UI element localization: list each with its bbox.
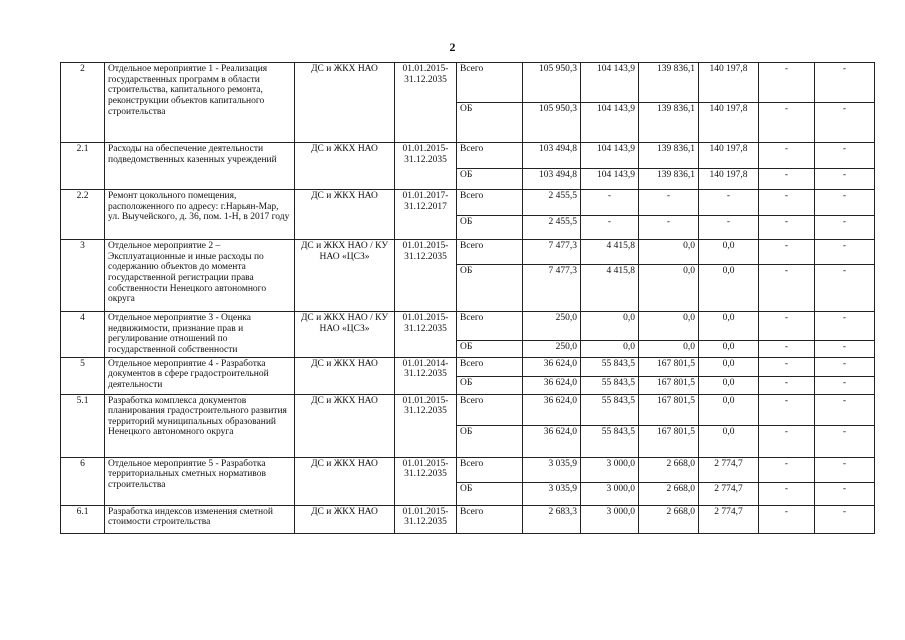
measure-name: Отдельное мероприятие 3 - Оценка недвижимости, признание прав и регулирование отношений по государственной собственности (105, 312, 295, 358)
funding-source: Всего (457, 143, 523, 169)
amount-cell: 0,0 (699, 312, 759, 341)
amount-cell: - (581, 190, 639, 216)
amount-cell: 2 668,0 (639, 482, 699, 505)
amount-cell: 139 836,1 (639, 103, 699, 143)
amount-cell: 0,0 (581, 312, 639, 341)
funding-source: Всего (457, 505, 523, 533)
amount-cell: 36 624,0 (523, 357, 581, 376)
period: 01.01.2015-31.12.2035 (395, 505, 457, 533)
amount-cell: - (815, 394, 875, 425)
amount-cell: - (815, 340, 875, 357)
amount-cell: 2 683,3 (523, 505, 581, 533)
amount-cell: 36 624,0 (523, 425, 581, 457)
amount-cell: 3 035,9 (523, 482, 581, 505)
amount-cell: 0,0 (699, 265, 759, 312)
funding-source: ОБ (457, 265, 523, 312)
measure-name: Отдельное мероприятие 4 - Разработка документов в сфере градостроительной деятельности (105, 357, 295, 394)
amount-cell: - (815, 240, 875, 265)
amount-cell: 104 143,9 (581, 103, 639, 143)
amount-cell: - (759, 357, 815, 376)
amount-cell: - (581, 216, 639, 240)
amount-cell: 2 455,5 (523, 216, 581, 240)
amount-cell: 0,0 (699, 357, 759, 376)
amount-cell: 250,0 (523, 340, 581, 357)
amount-cell: 3 035,9 (523, 457, 581, 482)
amount-cell: 0,0 (699, 240, 759, 265)
amount-cell: - (815, 265, 875, 312)
amount-cell: 0,0 (699, 425, 759, 457)
amount-cell: 4 415,8 (581, 265, 639, 312)
row-number: 4 (61, 312, 105, 358)
amount-cell: 55 843,5 (581, 376, 639, 394)
amount-cell: - (815, 190, 875, 216)
amount-cell: - (759, 190, 815, 216)
row-number: 5.1 (61, 394, 105, 457)
amount-cell: - (639, 216, 699, 240)
amount-cell: 140 197,8 (699, 143, 759, 169)
table-row (61, 312, 875, 341)
amount-cell: 36 624,0 (523, 394, 581, 425)
amount-cell: - (815, 505, 875, 533)
executor: ДС и ЖКХ НАО (295, 190, 395, 240)
row-number: 2.1 (61, 143, 105, 190)
amount-cell: 2 668,0 (639, 457, 699, 482)
amount-cell: 3 000,0 (581, 457, 639, 482)
amount-cell: - (759, 482, 815, 505)
amount-cell: 104 143,9 (581, 63, 639, 103)
amount-cell: 104 143,9 (581, 169, 639, 190)
amount-cell: - (815, 457, 875, 482)
measure-name: Отдельное мероприятие 5 - Разработка территориальных сметных нормативов строительства (105, 457, 295, 505)
amount-cell: 105 950,3 (523, 63, 581, 103)
executor: ДС и ЖКХ НАО (295, 63, 395, 143)
amount-cell: 167 801,5 (639, 376, 699, 394)
amount-cell: 7 477,3 (523, 240, 581, 265)
funding-source: ОБ (457, 216, 523, 240)
amount-cell: - (815, 425, 875, 457)
measure-name: Расходы на обеспечение деятельности подведомственных казенных учреждений (105, 143, 295, 190)
row-number: 3 (61, 240, 105, 312)
executor: ДС и ЖКХ НАО / КУ НАО «ЦСЗ» (295, 312, 395, 358)
row-number: 2.2 (61, 190, 105, 240)
amount-cell: - (815, 143, 875, 169)
amount-cell: 104 143,9 (581, 143, 639, 169)
amount-cell: - (759, 103, 815, 143)
amount-cell: 0,0 (639, 265, 699, 312)
amount-cell: 140 197,8 (699, 103, 759, 143)
amount-cell: - (759, 265, 815, 312)
table-row (61, 357, 875, 376)
amount-cell: 55 843,5 (581, 357, 639, 376)
amount-cell: 7 477,3 (523, 265, 581, 312)
amount-cell: 0,0 (639, 312, 699, 341)
amount-cell: - (815, 357, 875, 376)
measure-name: Разработка комплекса документов планирования градостроительного развития территорий муниципальных образований Ненецкого автономного округа (105, 394, 295, 457)
executor: ДС и ЖКХ НАО (295, 394, 395, 457)
amount-cell: - (815, 63, 875, 103)
amount-cell: - (759, 143, 815, 169)
amount-cell: 103 494,8 (523, 169, 581, 190)
funding-source: Всего (457, 457, 523, 482)
amount-cell: - (639, 190, 699, 216)
amount-cell: - (759, 240, 815, 265)
funding-source: Всего (457, 394, 523, 425)
funding-source: ОБ (457, 482, 523, 505)
funding-source: ОБ (457, 376, 523, 394)
funding-source: ОБ (457, 103, 523, 143)
executor: ДС и ЖКХ НАО (295, 357, 395, 394)
amount-cell: - (759, 216, 815, 240)
amount-cell: 55 843,5 (581, 425, 639, 457)
amount-cell: - (759, 63, 815, 103)
funding-source: ОБ (457, 340, 523, 357)
amount-cell: - (759, 340, 815, 357)
amount-cell: 167 801,5 (639, 394, 699, 425)
row-number: 6 (61, 457, 105, 505)
row-number: 2 (61, 63, 105, 143)
period: 01.01.2015-31.12.2035 (395, 240, 457, 312)
period: 01.01.2015-31.12.2035 (395, 312, 457, 358)
amount-cell: 0,0 (639, 340, 699, 357)
table-row (61, 240, 875, 265)
amount-cell: - (815, 482, 875, 505)
amount-cell: - (759, 457, 815, 482)
funding-source: Всего (457, 357, 523, 376)
amount-cell: 2 774,7 (699, 482, 759, 505)
amount-cell: 3 000,0 (581, 482, 639, 505)
period: 01.01.2015-31.12.2035 (395, 143, 457, 190)
budget-table (60, 62, 875, 534)
amount-cell: 0,0 (581, 340, 639, 357)
period: 01.01.2017-31.12.2017 (395, 190, 457, 240)
amount-cell: - (815, 169, 875, 190)
amount-cell: 167 801,5 (639, 357, 699, 376)
amount-cell: 103 494,8 (523, 143, 581, 169)
amount-cell: 4 415,8 (581, 240, 639, 265)
amount-cell: 105 950,3 (523, 103, 581, 143)
amount-cell: 250,0 (523, 312, 581, 341)
table-row (61, 394, 875, 425)
table-row (61, 505, 875, 533)
amount-cell: 2 774,7 (699, 505, 759, 533)
amount-cell: 167 801,5 (639, 425, 699, 457)
executor: ДС и ЖКХ НАО / КУ НАО «ЦСЗ» (295, 240, 395, 312)
period: 01.01.2015-31.12.2035 (395, 63, 457, 143)
amount-cell: - (759, 169, 815, 190)
period: 01.01.2015-31.12.2035 (395, 457, 457, 505)
period: 01.01.2015-31.12.2035 (395, 394, 457, 457)
measure-name: Ремонт цокольного помещения, расположенного по адресу: г.Нарьян-Мар, ул. Выучейского, д. 36, пом. 1-Н, в 2017 году (105, 190, 295, 240)
table-row (61, 143, 875, 169)
table-row (61, 190, 875, 216)
measure-name: Отдельное мероприятие 2 – Эксплуатационные и иные расходы по содержанию объектов до момента государственной регистрации права собственности Ненецкого автономного округа (105, 240, 295, 312)
amount-cell: - (759, 376, 815, 394)
funding-source: Всего (457, 312, 523, 341)
amount-cell: 139 836,1 (639, 63, 699, 103)
amount-cell: 140 197,8 (699, 63, 759, 103)
amount-cell: - (759, 312, 815, 341)
amount-cell: 140 197,8 (699, 169, 759, 190)
amount-cell: 139 836,1 (639, 143, 699, 169)
funding-source: Всего (457, 240, 523, 265)
amount-cell: 2 455,5 (523, 190, 581, 216)
amount-cell: 36 624,0 (523, 376, 581, 394)
amount-cell: 0,0 (699, 394, 759, 425)
amount-cell: - (699, 216, 759, 240)
period: 01.01.2014-31.12.2035 (395, 357, 457, 394)
amount-cell: 0,0 (699, 340, 759, 357)
amount-cell: - (699, 190, 759, 216)
measure-name: Разработка индексов изменения сметной стоимости строительства (105, 505, 295, 533)
amount-cell: 139 836,1 (639, 169, 699, 190)
row-number: 5 (61, 357, 105, 394)
amount-cell: - (815, 312, 875, 341)
executor: ДС и ЖКХ НАО (295, 505, 395, 533)
executor: ДС и ЖКХ НАО (295, 457, 395, 505)
table-row (61, 63, 875, 103)
amount-cell: - (759, 425, 815, 457)
executor: ДС и ЖКХ НАО (295, 143, 395, 190)
row-number: 6.1 (61, 505, 105, 533)
amount-cell: 55 843,5 (581, 394, 639, 425)
funding-source: ОБ (457, 169, 523, 190)
funding-source: Всего (457, 190, 523, 216)
amount-cell: 0,0 (639, 240, 699, 265)
amount-cell: 3 000,0 (581, 505, 639, 533)
funding-source: ОБ (457, 425, 523, 457)
amount-cell: - (759, 505, 815, 533)
amount-cell: 2 668,0 (639, 505, 699, 533)
measure-name: Отдельное мероприятие 1 - Реализация государственных программ в области строительства, капитального ремонта, реконструкции объектов капитального строительства (105, 63, 295, 143)
amount-cell: 0,0 (699, 376, 759, 394)
amount-cell: - (815, 216, 875, 240)
amount-cell: - (815, 376, 875, 394)
table-row (61, 457, 875, 482)
funding-source: Всего (457, 63, 523, 103)
amount-cell: 2 774,7 (699, 457, 759, 482)
page-number: 2 (449, 40, 456, 54)
amount-cell: - (759, 394, 815, 425)
amount-cell: - (815, 103, 875, 143)
